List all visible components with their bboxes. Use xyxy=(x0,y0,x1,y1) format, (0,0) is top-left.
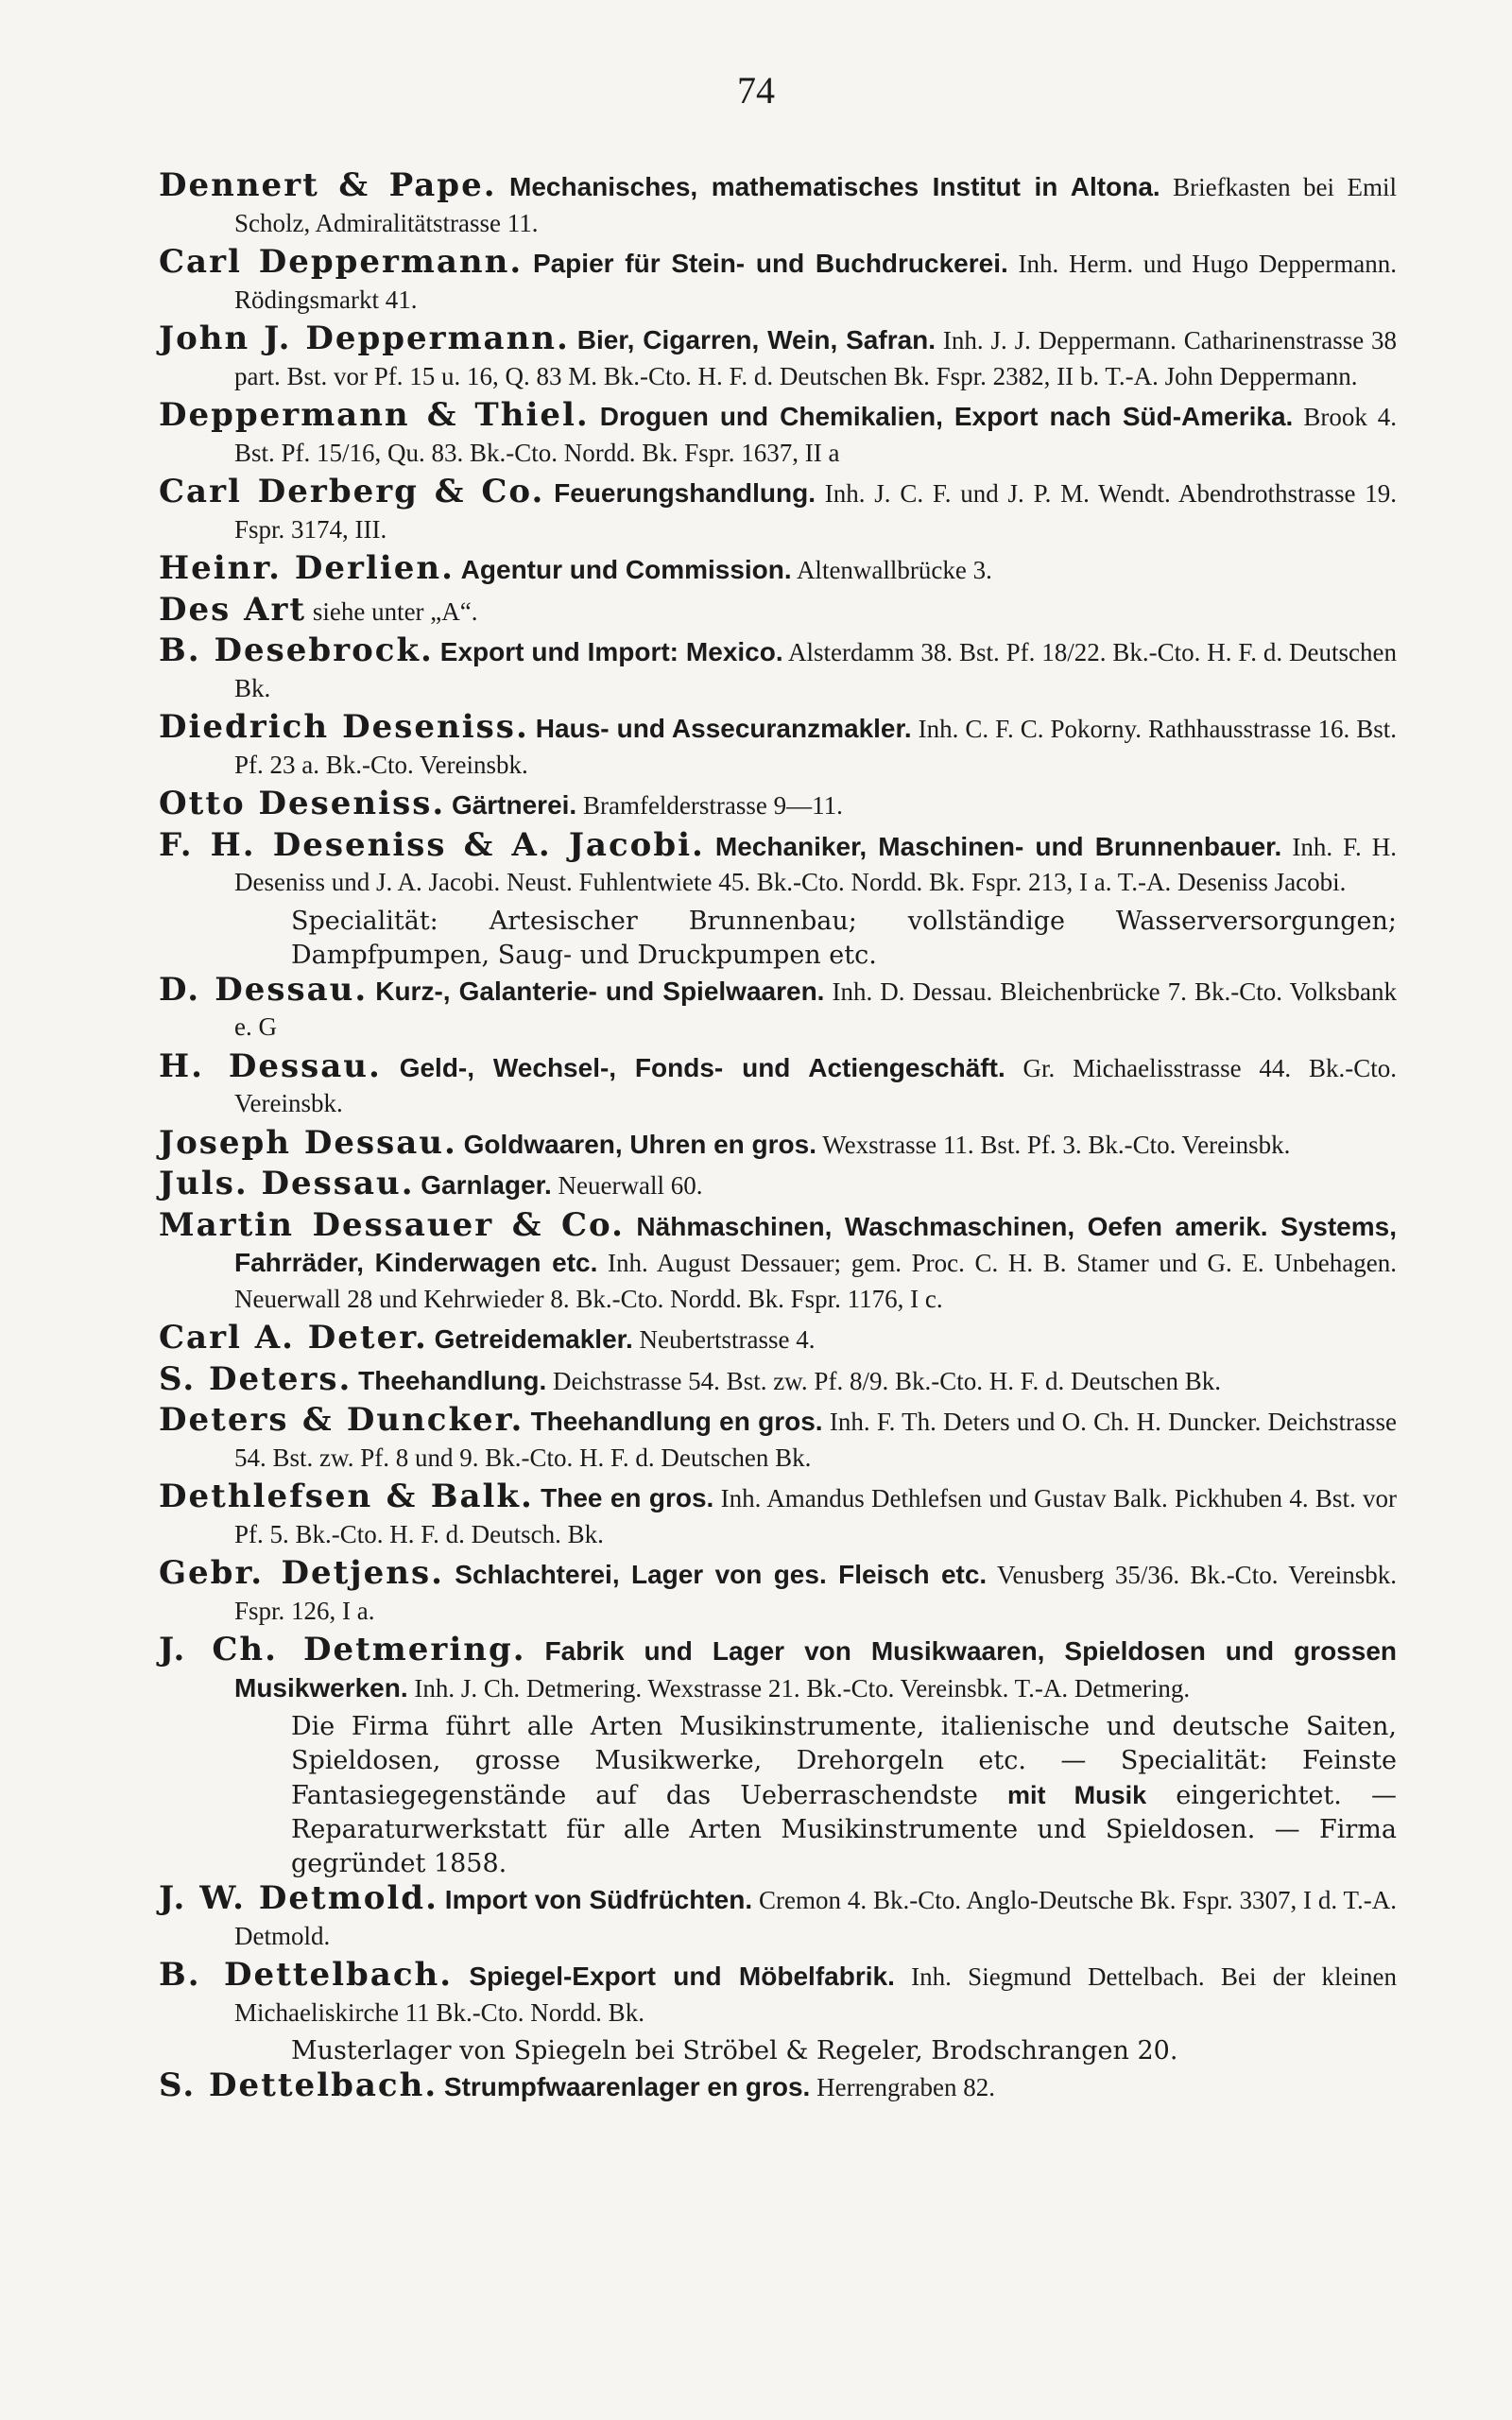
firm-details: Alsterdamm 38. Bst. Pf. 18/22. Bk.-Cto. H. F. d. Deutschen Bk. xyxy=(234,638,1397,702)
firm-name: Carl A. Deter. xyxy=(159,1319,428,1357)
firm-details: Inh. J. C. F. und J. P. M. Wendt. Abendrothstrasse 19. Fspr. 3174, III. xyxy=(234,479,1398,544)
firm-name: Deters & Duncker. xyxy=(159,1401,524,1439)
firm-trade: Papier für Stein- und Buchdruckerei. xyxy=(532,249,1008,278)
directory-entry xyxy=(159,475,1397,547)
firm-name: D. Dessau. xyxy=(159,970,369,1009)
firm-details: Wexstrasse 11. Bst. Pf. 3. Bk.-Cto. Vereinsbk. xyxy=(822,1130,1291,1159)
firm-trade: Import von Südfrüchten. xyxy=(444,1885,753,1914)
firm-trade: Bier, Cigarren, Wein, Safran. xyxy=(576,325,936,354)
firm-details: Briefkasten bei Emil Scholz, Admiralitätstrasse 11. xyxy=(234,173,1398,237)
firm-trade: Getreidemakler. xyxy=(434,1324,633,1354)
directory-entry xyxy=(159,710,1397,783)
directory-entry xyxy=(159,168,1397,241)
directory-entry xyxy=(159,1881,1397,1954)
firm-details: Bramfelderstrasse 9—11. xyxy=(582,791,843,820)
firm-note-emphasis: mit Musik xyxy=(1007,1781,1147,1809)
firm-name: Juls. Dessau. xyxy=(159,1165,415,1202)
firm-trade: Fabrik und Lager von Musikwaaren, Spieldosen und grossen Musikwerken. xyxy=(234,1636,1397,1703)
firm-name: John J. Deppermann. xyxy=(159,320,570,357)
entries-list xyxy=(159,168,1397,2110)
firm-note-text: Die Firma führt alle Arten Musikinstrumente, italienische und deutsche Saiten, Spieldosen, grosse Musikwerke, Drehorgeln etc. — Specialität: Feinste Fantasiegegenstände auf das Ueberraschendste xyxy=(291,1712,1397,1810)
directory-entry xyxy=(159,786,1397,824)
directory-entry xyxy=(159,245,1397,318)
directory-entry xyxy=(159,590,1397,631)
firm-details: Herrengraben 82. xyxy=(816,2073,996,2101)
firm-trade: Schlachterei, Lager von ges. Fleisch etc. xyxy=(455,1560,988,1589)
firm-trade: Theehandlung. xyxy=(358,1365,547,1395)
firm-trade: Droguen und Chemikalien, Export nach Süd-Amerika. xyxy=(599,402,1294,431)
firm-trade: Gärtnerei. xyxy=(451,790,577,820)
firm-details: Inh. August Dessauer; gem. Proc. C. H. B. Stamer und G. E. Unbehagen. Neuerwall 28 und Kehrwieder 8. Bk.-Cto. Nordd. Bk. Fspr. 1176, I c. xyxy=(234,1249,1397,1313)
firm-trade: Agentur und Commission. xyxy=(460,555,792,584)
firm-trade: Kurz-, Galanterie- und Spielwaaren. xyxy=(375,976,825,1006)
firm-name: Dethlefsen & Balk. xyxy=(159,1478,534,1515)
firm-trade: Garnlager. xyxy=(421,1170,552,1200)
firm-name: Des Art xyxy=(159,590,307,629)
firm-name: Dennert & Pape. xyxy=(159,166,497,204)
directory-entry xyxy=(159,970,1397,1046)
firm-trade: Mechanisches, mathematisches Institut in Altona. xyxy=(509,172,1160,201)
firm-name: Carl Derberg & Co. xyxy=(159,473,545,510)
directory-entry xyxy=(159,825,1397,901)
firm-trade: Nähmaschinen, Waschmaschinen, Oefen amerik. Systems, Fahrräder, Kinderwagen etc. xyxy=(234,1211,1397,1277)
firm-details: Neuerwall 60. xyxy=(558,1171,703,1200)
firm-trade: Mechaniker, Maschinen- und Brunnenbauer. xyxy=(714,831,1282,861)
directory-entry xyxy=(159,1403,1397,1476)
firm-note-text: eingerichtet. — Reparaturwerkstatt für alle Arten Musikinstrumente und Spieldosen. — Firma gegründet 1858. xyxy=(291,1781,1397,1878)
firm-details: Inh. Amandus Dethlefsen und Gustav Balk. Pickhuben 4. Bst. vor Pf. 5. Bk.-Cto. H. F. d. Deutsch. Bk. xyxy=(234,1484,1398,1548)
firm-trade: Feuerungshandlung. xyxy=(554,478,816,508)
firm-trade: Geld-, Wechsel-, Fonds- und Actiengeschäft. xyxy=(399,1052,1005,1082)
firm-details: Neubertstrasse 4. xyxy=(639,1325,816,1354)
firm-name: B. Dettelbach. xyxy=(159,1956,454,1994)
firm-trade: Haus- und Assecuranzmakler. xyxy=(535,714,912,743)
directory-entry xyxy=(159,398,1397,471)
firm-details: Inh. F. Th. Deters und O. Ch. H. Duncker. Deichstrasse 54. Bst. zw. Pf. 8 und 9. Bk.-Cto. H. F. d. Deutschen Bk. xyxy=(234,1408,1398,1472)
firm-details: Altenwallbrücke 3. xyxy=(796,556,992,584)
directory-entry xyxy=(159,1046,1397,1122)
firm-trade: Strumpfwaarenlager en gros. xyxy=(443,2072,811,2101)
firm-name: F. H. Deseniss & A. Jacobi. xyxy=(159,825,705,864)
directory-entry xyxy=(159,1321,1397,1358)
firm-note: Musterlager von Spiegeln bei Ströbel & Regeler, Brodschrangen 20. xyxy=(291,2036,1178,2066)
firm-name: Otto Deseniss. xyxy=(159,785,446,822)
firm-details: Inh. Herm. und Hugo Deppermann. Rödingsmarkt 41. xyxy=(234,250,1398,314)
firm-details: siehe unter „A“. xyxy=(312,596,478,626)
firm-details: Inh. F. H. Deseniss und J. A. Jacobi. Neust. Fuhlentwiete 45. Bk.-Cto. Nordd. Bk. Fspr. 213, I a. T.-A. Deseniss Jacobi. xyxy=(234,832,1397,896)
firm-trade: Theehandlung en gros. xyxy=(530,1407,823,1436)
firm-details: Brook 4. Bst. Pf. 15/16, Qu. 83. Bk.-Cto. Nordd. Bk. Fspr. 1637, II a xyxy=(234,403,1398,467)
firm-name: B. Desebrock. xyxy=(159,631,434,669)
firm-details: Gr. Michaelisstrasse 44. Bk.-Cto. Vereinsbk. xyxy=(234,1053,1397,1117)
directory-entry xyxy=(159,1205,1397,1318)
firm-note: Specialität: Artesischer Brunnenbau; vollständige Wasserversorgungen; Dampfpumpen, Saug- und Druckpumpen etc. xyxy=(291,906,1397,970)
firm-trade: Goldwaaren, Uhren en gros. xyxy=(463,1129,817,1159)
firm-details: Deichstrasse 54. Bst. zw. Pf. 8/9. Bk.-Cto. H. F. d. Deutschen Bk. xyxy=(552,1366,1222,1395)
firm-trade: Thee en gros. xyxy=(541,1483,714,1512)
firm-name: Joseph Dessau. xyxy=(159,1123,457,1162)
firm-name: Gebr. Detjens. xyxy=(159,1554,444,1592)
page-number: 74 xyxy=(737,69,775,112)
firm-details: Cremon 4. Bk.-Cto. Anglo-Deutsche Bk. Fspr. 3307, I d. T.-A. Detmold. xyxy=(234,1886,1398,1950)
firm-name: S. Dettelbach. xyxy=(159,2066,438,2104)
firm-details: Inh. J. Ch. Detmering. Wexstrasse 21. Bk.-Cto. Vereinsbk. T.-A. Detmering. xyxy=(414,1673,1191,1703)
firm-details: Inh. D. Dessau. Bleichenbrücke 7. Bk.-Cto. Volksbank e. G xyxy=(234,977,1397,1041)
firm-details: Venusberg 35/36. Bk.-Cto. Vereinsbk. Fspr. 126, I a. xyxy=(234,1561,1398,1625)
directory-entry xyxy=(159,2068,1397,2106)
firm-details: Inh. Siegmund Dettelbach. Bei der kleinen Michaeliskirche 11 Bk.-Cto. Nordd. Bk. xyxy=(234,1962,1397,2027)
directory-entry xyxy=(159,1123,1397,1164)
firm-note xyxy=(159,1710,1397,1881)
firm-name: Diedrich Deseniss. xyxy=(159,708,529,746)
firm-trade: Export und Import: Mexico. xyxy=(439,637,783,666)
firm-name: S. Deters. xyxy=(159,1359,352,1398)
firm-details: Inh. C. F. C. Pokorny. Rathhausstrasse 16. Bst. Pf. 23 a. Bk.-Cto. Vereinsbk. xyxy=(234,715,1397,779)
directory-entry xyxy=(159,1633,1397,1706)
firm-name: J. W. Detmold. xyxy=(159,1879,438,1917)
firm-name: Deppermann & Thiel. xyxy=(159,396,590,434)
directory-entry xyxy=(159,1359,1397,1400)
firm-name: J. Ch. Detmering. xyxy=(159,1631,526,1668)
firm-name: Martin Dessauer & Co. xyxy=(159,1205,625,1244)
directory-entry xyxy=(159,1479,1397,1552)
directory-entry xyxy=(159,633,1397,706)
directory-entry xyxy=(159,1556,1397,1629)
directory-entry xyxy=(159,1167,1397,1204)
directory-entry xyxy=(159,1958,1397,2031)
firm-name: Carl Deppermann. xyxy=(159,243,524,281)
firm-name: Heinr. Derlien. xyxy=(159,549,455,587)
firm-name: H. Dessau. xyxy=(159,1046,382,1085)
directory-entry xyxy=(159,321,1397,394)
directory-entry xyxy=(159,551,1397,589)
firm-details: Inh. J. J. Deppermann. Catharinenstrasse 38 part. Bst. vor Pf. 15 u. 16, Q. 83 M. Bk.-Cto. H. F. d. Deutschen Bk. Fspr. 2382, II b. T.-A. John Deppermann. xyxy=(234,326,1398,390)
firm-trade: Spiegel-Export und Möbelfabrik. xyxy=(469,1962,895,1991)
